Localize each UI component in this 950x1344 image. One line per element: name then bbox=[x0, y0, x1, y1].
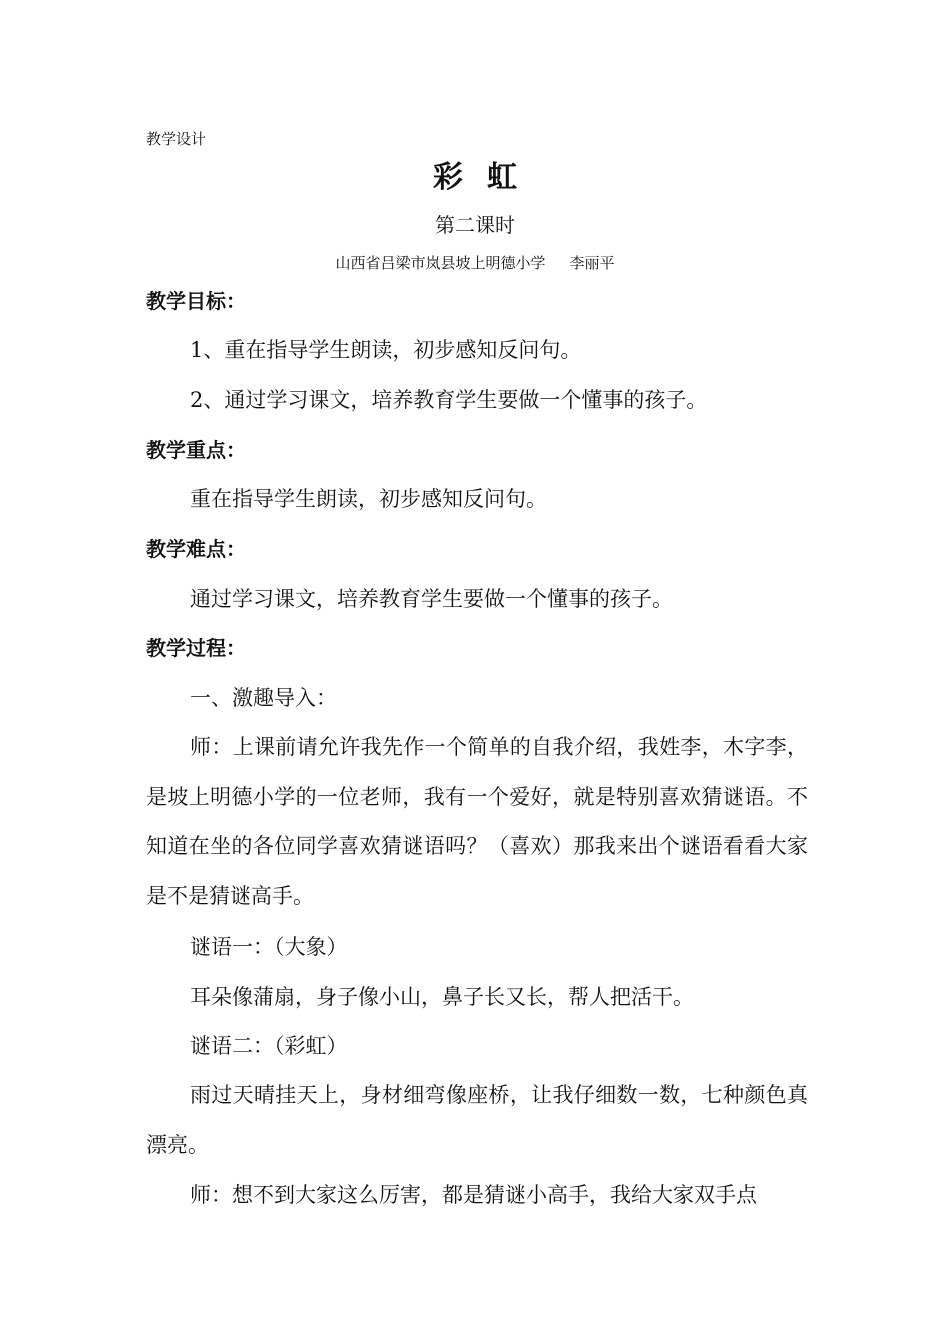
key-points-heading: 教学重点： bbox=[146, 438, 246, 462]
process-step-1-title: 一、激趣导入： bbox=[190, 686, 337, 710]
riddle-2-label: 谜语二：（彩虹） bbox=[190, 1034, 348, 1058]
author-school: 山西省吕梁市岚县坡上明德小学 bbox=[335, 254, 546, 272]
riddle-1-text: 耳朵像蒲扇，身子像小山，鼻子长又长，帮人把活干。 bbox=[190, 985, 694, 1009]
difficulties-heading: 教学难点： bbox=[146, 537, 246, 561]
author-line bbox=[0, 252, 950, 274]
objectives-heading: 教学目标： bbox=[146, 289, 246, 313]
objective-item-1: 1、重在指导学生朗读，初步感知反问句。 bbox=[190, 338, 582, 362]
author-name: 李丽平 bbox=[569, 254, 615, 272]
document-type-label: 教学设计 bbox=[146, 130, 207, 148]
process-heading: 教学过程： bbox=[146, 636, 246, 660]
key-points-text: 重在指导学生朗读，初步感知反问句。 bbox=[190, 487, 547, 511]
riddle-1-label: 谜语一：（大象） bbox=[190, 935, 348, 959]
teacher-intro-paragraph: 师：上课前请允许我先作一个简单的自我介绍，我姓李，木字李，是坡上明德小学的一位老师，我有一个爱好，就是特别喜欢猜谜语。不知道在坐的各位同学喜欢猜谜语吗？（喜欢）那我来出个谜语看看大家是不是猜谜高手。 bbox=[146, 735, 808, 908]
teacher-praise-paragraph: 师：想不到大家这么厉害，都是猜谜小高手，我给大家双手点 bbox=[190, 1183, 757, 1207]
lesson-subtitle: 第二课时 bbox=[435, 213, 515, 237]
riddle-2-text: 雨过天晴挂天上，身材细弯像座桥，让我仔细数一数，七种颜色真漂亮。 bbox=[146, 1083, 808, 1157]
objective-item-2: 2、通过学习课文，培养教育学生要做一个懂事的孩子。 bbox=[190, 388, 708, 412]
lesson-title: 彩虹 bbox=[433, 160, 541, 195]
difficulties-text: 通过学习课文，培养教育学生要做一个懂事的孩子。 bbox=[190, 587, 673, 611]
